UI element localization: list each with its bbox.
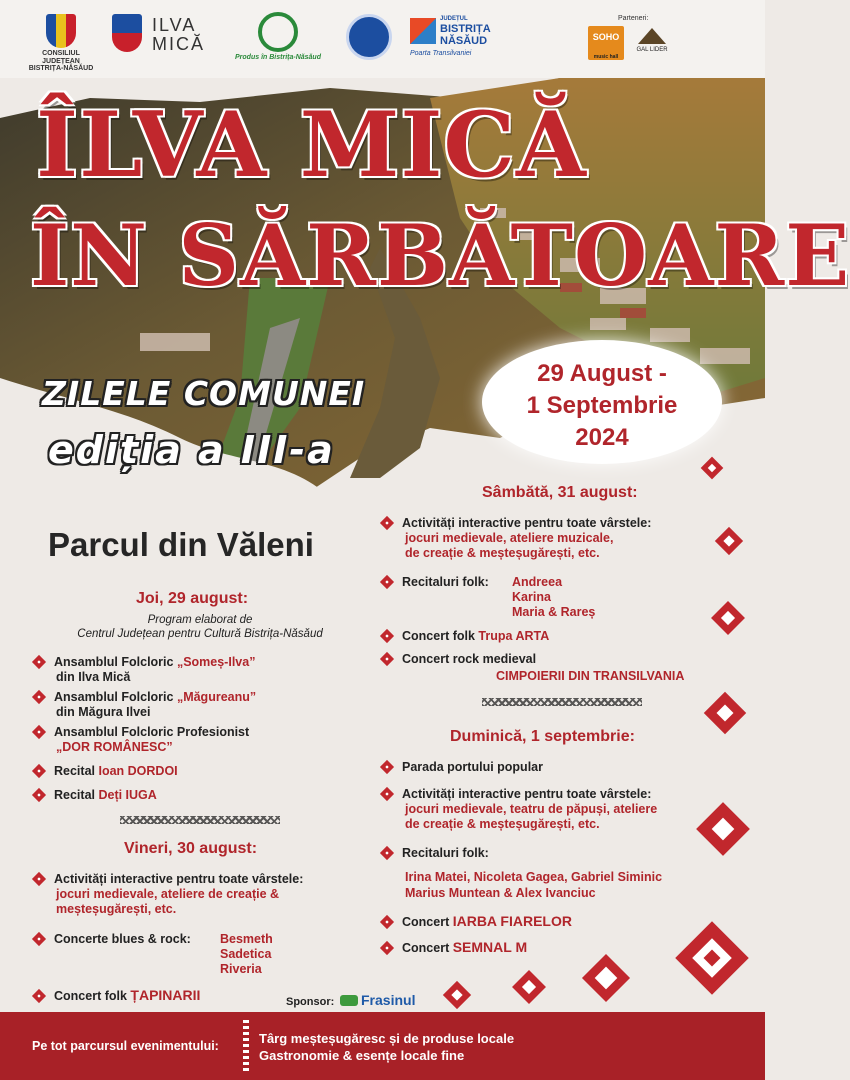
footer-line-1: Târg meșteșugăresc și de produse locale <box>259 1031 515 1046</box>
artist-name: Karina <box>512 590 551 604</box>
ilva-mica-crest-icon <box>112 14 142 52</box>
item-text: Recitaluri folk: <box>402 846 489 860</box>
day-heading-joi: Joi, 29 august: <box>136 590 249 607</box>
footer-line-2: Gastronomie & esențe locale fine <box>259 1048 465 1063</box>
item-text: Ansamblul Folcloric Profesionist <box>54 725 250 739</box>
item-line2: jocuri medievale, teatru de păpuși, ateliere <box>405 802 658 816</box>
produs-bn-logo <box>232 12 324 62</box>
embroidery-motif-icon <box>440 978 474 1012</box>
program-note-line-2: Centrul Județean pentru Cultură Bistrița-Năsăud <box>77 628 323 640</box>
item-text: Concert folk <box>402 629 479 643</box>
cjc-bn-logo-icon <box>346 14 392 60</box>
bullet-icon <box>32 989 46 1003</box>
partners-label: Parteneri: <box>618 15 649 22</box>
embroidery-divider <box>482 698 642 706</box>
date-line-3: 2024 <box>575 424 629 451</box>
subtitle-editia: ediția a III-a <box>48 428 335 472</box>
sponsor-label: Sponsor: <box>286 996 335 1008</box>
list-item <box>34 872 303 887</box>
soho-logo <box>588 26 624 60</box>
list-item <box>382 629 549 644</box>
list-item <box>382 846 489 861</box>
bullet-icon <box>380 652 394 666</box>
item-line2: jocuri medievale, ateliere muzicale, <box>405 531 614 545</box>
title-line-1: ÎLVA MICĂ <box>36 92 587 198</box>
sponsor-name: Frasinul <box>361 992 416 1008</box>
embroidery-motif-icon <box>700 456 724 480</box>
list-item <box>34 764 178 779</box>
bullet-icon <box>32 690 46 704</box>
list-item <box>34 725 249 740</box>
bullet-icon <box>380 760 394 774</box>
band-name: CIMPOIERII DIN TRANSILVANIA <box>496 669 685 683</box>
item-red-text: Deți IUGA <box>98 788 157 802</box>
embroidery-motif-icon <box>698 686 752 740</box>
embroidery-motif-icon <box>712 524 746 558</box>
item-text: Activități interactive pentru toate vârstele: <box>402 516 652 530</box>
mountain-icon <box>638 28 666 44</box>
bullet-icon <box>32 788 46 802</box>
bullet-icon <box>380 941 394 955</box>
item-line3: meșteșugărești, etc. <box>56 902 177 916</box>
program-note <box>40 613 360 641</box>
ilva-mica-logo <box>112 14 224 62</box>
list-item <box>34 690 256 705</box>
bullet-icon <box>32 872 46 886</box>
judetul-t-icon <box>410 18 436 44</box>
date-line-1: 29 August - <box>537 360 667 387</box>
artist-name: Maria & Rareș <box>512 605 596 619</box>
item-line2: din Măgura Ilvei <box>56 705 151 719</box>
bullet-icon <box>380 629 394 643</box>
embroidery-motif-icon <box>706 596 750 640</box>
judetul-name-text: BISTRIȚA NĂSĂUD <box>440 23 491 48</box>
date-badge <box>482 340 722 464</box>
artist-names-line-1: Irina Matei, Nicoleta Gagea, Gabriel Siminic <box>405 870 663 884</box>
bullet-icon <box>380 516 394 530</box>
list-item <box>34 932 191 947</box>
list-item <box>382 787 651 802</box>
item-red-text: SEMNAL M <box>452 939 528 955</box>
item-text: Ansamblul Folcloric <box>54 690 177 704</box>
ilva-mica-logo-text: ILVA MICĂ <box>152 15 205 54</box>
venue-title: Parcul din Văleni <box>48 526 314 563</box>
footer-bar <box>0 1012 765 1080</box>
item-red-text: Ioan DORDOI <box>98 764 178 778</box>
bullet-icon <box>32 725 46 739</box>
judetul-slogan-text: Poarta Transilvaniei <box>410 50 472 57</box>
produs-bn-icon <box>258 12 298 52</box>
item-text: Recital <box>54 764 99 778</box>
soho-text: SOHO <box>592 32 620 42</box>
artist-names-line-2: Marius Muntean & Alex Ivanciuc <box>405 886 596 900</box>
item-line2: jocuri medievale, ateliere de creație & <box>56 887 280 901</box>
frasinul-leaf-icon <box>340 995 358 1006</box>
band-name: Besmeth <box>220 932 273 946</box>
bullet-icon <box>32 932 46 946</box>
item-text: Ansamblul Folcloric <box>54 655 177 669</box>
item-text: Recitaluri folk: <box>402 575 489 589</box>
item-line2: din Ilva Mică <box>56 670 131 684</box>
date-line-2: 1 Septembrie <box>526 392 678 419</box>
embroidery-motif-icon <box>690 796 756 862</box>
embroidery-motif-icon <box>666 912 758 1004</box>
item-text: Activități interactive pentru toate vârstele: <box>54 872 304 886</box>
item-text: Recital <box>54 788 99 802</box>
list-item <box>382 760 543 775</box>
gal-lider-logo <box>632 28 672 53</box>
subtitle-zilele-comunei: ZILELE COMUNEI <box>42 374 366 413</box>
band-name: Riveria <box>220 962 262 976</box>
day-heading-sambata: Sâmbătă, 31 august: <box>482 484 638 501</box>
item-line3: de creație & meșteșugărești, etc. <box>405 546 600 560</box>
coat-of-arms-icon <box>46 14 76 48</box>
artist-name: Andreea <box>512 575 563 589</box>
item-red-text: Trupa ARTA <box>478 629 550 643</box>
item-line3: de creație & meșteșugărești, etc. <box>405 817 600 831</box>
embroidery-motif-icon <box>576 948 636 1008</box>
item-red-text: IARBA FIARELOR <box>452 913 572 929</box>
consiliu-judetean-logo <box>24 14 98 73</box>
list-item <box>382 914 572 930</box>
bullet-icon <box>32 764 46 778</box>
item-text: Concert <box>402 915 453 929</box>
item-text: Parada portului popular <box>402 760 543 774</box>
list-item <box>382 940 527 956</box>
bullet-icon <box>380 787 394 801</box>
item-text: Activități interactive pentru toate vârstele: <box>402 787 652 801</box>
item-red-text: „Someș-Ilva” <box>176 655 256 669</box>
produs-bn-text: Produs în Bistrița-Năsăud <box>235 54 321 61</box>
soho-sub-text: music hall <box>593 54 619 60</box>
list-item <box>34 788 157 803</box>
title-line-2: ÎN SĂRBĂTOARE <box>30 206 850 305</box>
day-heading-duminica: Duminică, 1 septembrie: <box>450 728 635 745</box>
bullet-icon <box>380 915 394 929</box>
item-text: Concerte blues & rock: <box>54 932 191 946</box>
footer-label: Pe tot parcursul evenimentului: <box>32 1039 219 1053</box>
consiliu-judetean-text: CONSILIUL JUDEȚEAN BISTRIȚA-NĂSĂUD <box>28 50 94 73</box>
day-heading-vineri: Vineri, 30 august: <box>124 840 258 857</box>
item-text: Concert <box>402 941 453 955</box>
gal-lider-text: GAL LIDER <box>636 47 668 53</box>
footer-separator <box>243 1020 249 1072</box>
bullet-icon <box>380 575 394 589</box>
list-item <box>382 516 651 531</box>
item-red-text: ȚAPINARII <box>130 987 201 1003</box>
item-red-text: „Măgureanu” <box>176 690 257 704</box>
embroidery-divider <box>120 816 280 824</box>
embroidery-motif-icon <box>508 966 550 1008</box>
list-item <box>34 988 200 1004</box>
bullet-icon <box>32 655 46 669</box>
list-item <box>34 655 255 670</box>
item-text: Concert folk <box>54 989 131 1003</box>
item-line2: „DOR ROMÂNESC” <box>56 740 173 754</box>
sponsor-logo <box>340 992 415 1008</box>
item-text: Concert rock medieval <box>402 652 537 666</box>
band-name: Sadetica <box>220 947 272 961</box>
list-item <box>382 575 489 590</box>
judetul-small-text: JUDEȚUL <box>440 16 468 22</box>
list-item <box>382 652 536 667</box>
program-note-line-1: Program elaborat de <box>147 614 253 626</box>
bullet-icon <box>380 846 394 860</box>
